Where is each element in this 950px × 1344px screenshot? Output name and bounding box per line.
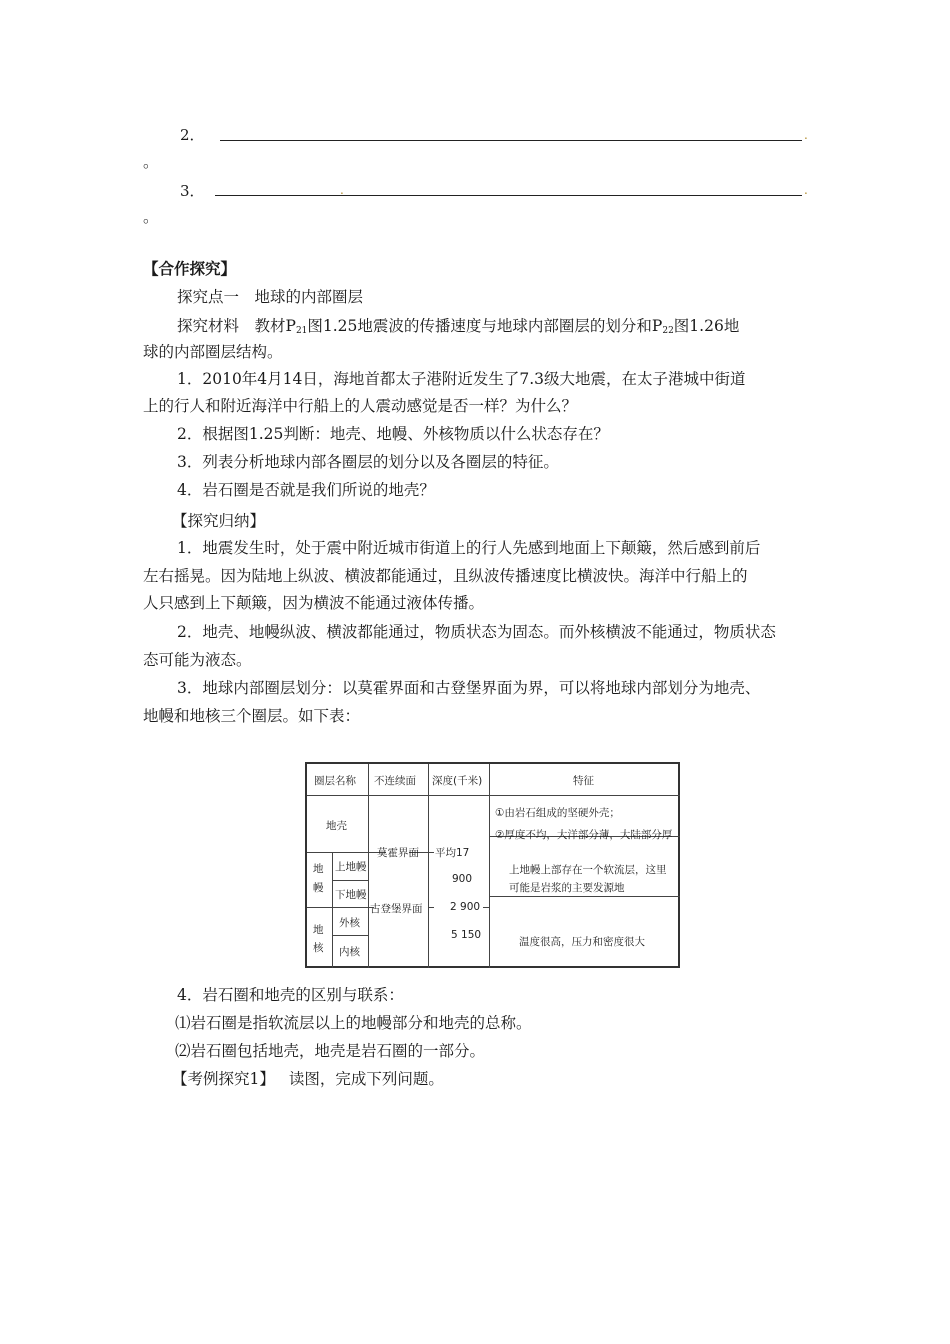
cell-inner-core: 内核	[339, 946, 360, 958]
answer-3-line-1: 3．地球内部圈层划分：以莫霍界面和古登堡界面为界，可以将地球内部划分为地壳、	[177, 679, 761, 697]
cell-depth-900: 900	[452, 873, 473, 885]
blank-2-tail: 。	[143, 153, 159, 171]
cell-core-feature: 温度很高，压力和密度很大	[519, 936, 645, 948]
cell-crust-feature-2: ②厚度不均，大洋部分薄，大陆部分厚	[495, 829, 673, 841]
question-3: 3．列表分析地球内部各圈层的划分以及各圈层的特征。	[177, 453, 559, 471]
answer-2-line-2: 态可能为液态。	[143, 651, 252, 669]
blank-2-number: 2．	[180, 126, 205, 144]
header-discontinuity: 不连续面	[374, 775, 416, 787]
header-depth: 深度(千米)	[432, 775, 483, 787]
blank-3-mark-b: .	[804, 183, 808, 197]
earth-layers-table	[305, 762, 680, 968]
example-label: 【考例探究1】	[172, 1070, 275, 1088]
cell-lower-mantle: 下地幔	[335, 889, 367, 901]
material-line-2: 球的内部圈层结构。	[143, 343, 283, 361]
question-2: 2．根据图1.25判断：地壳、地幔、外核物质以什么状态存在？	[177, 425, 609, 443]
cell-core-2: 核	[313, 942, 324, 954]
question-1-line-1: 1．2010年4月14日，海地首都太子港附近发生了7.3级大地震，在太子港城中街道	[177, 370, 746, 388]
header-feature: 特征	[573, 775, 594, 787]
answer-4-2: ⑵岩石圈包括地壳，地壳是岩石圈的一部分。	[175, 1042, 486, 1060]
cell-crust-feature-1: ①由岩石组成的坚硬外壳；	[495, 807, 620, 819]
header-layer-name: 圈层名称	[314, 775, 356, 787]
topic-title: 探究点一 地球的内部圈层	[177, 288, 364, 306]
blank-3-number: 3．	[180, 182, 205, 200]
cell-mantle-1: 地	[313, 863, 324, 875]
blank-3-tail: 。	[143, 208, 159, 226]
blank-3-mark-a: .	[340, 183, 344, 197]
example-line	[172, 1069, 444, 1089]
cell-mantle-feature-1: 上地幔上部存在一个软流层，这里	[509, 864, 667, 876]
answer-4-1: ⑴岩石圈是指软流层以上的地幔部分和地壳的总称。	[175, 1014, 532, 1032]
cell-outer-core: 外核	[339, 917, 360, 929]
blank-2-line[interactable]	[220, 140, 802, 141]
answer-4: 4．岩石圈和地壳的区别与联系：	[177, 986, 404, 1004]
question-4: 4．岩石圈是否就是我们所说的地壳？	[177, 481, 435, 499]
summary-title: 【探究归纳】	[172, 512, 266, 530]
cell-mantle-2: 幔	[313, 882, 324, 894]
cell-crust: 地壳	[326, 820, 347, 832]
example-text: 读图，完成下列问题。	[288, 1070, 444, 1088]
material-line-1: 探究材料 教材$P_{21}$图1.25地震波的传播速度与地球内部圈层的划分和$P_{22}$图1.26地	[177, 317, 740, 336]
blank-3-line[interactable]	[215, 195, 802, 196]
blank-2-mark: .	[804, 128, 808, 142]
cell-depth-2900: 2 900	[450, 901, 481, 913]
cell-upper-mantle: 上地幔	[335, 861, 367, 873]
section-title: 【合作探究】	[143, 260, 237, 278]
answer-1-line-3: 人只感到上下颠簸，因为横波不能通过液体传播。	[143, 594, 485, 612]
answer-1-line-2: 左右摇晃。因为陆地上纵波、横波都能通过，且纵波传播速度比横波快。海洋中行船上的	[143, 567, 748, 585]
cell-depth-5150: 5 150	[451, 929, 482, 941]
cell-mantle-feature-2: 可能是岩浆的主要发源地	[509, 882, 625, 894]
question-1-line-2: 上的行人和附近海洋中行船上的人震动感觉是否一样？为什么？	[143, 397, 578, 415]
answer-2-line-1: 2．地壳、地幔纵波、横波都能通过，物质状态为固态。而外核横波不能通过，物质状态	[177, 623, 776, 641]
cell-core-1: 地	[313, 924, 324, 936]
cell-moho: 莫霍界面	[377, 847, 419, 859]
cell-depth-avg: 平均17	[435, 847, 470, 859]
cell-gutenberg: 古登堡界面	[370, 903, 423, 915]
answer-3-line-2: 地幔和地核三个圈层。如下表：	[143, 707, 361, 725]
answer-1-line-1: 1．地震发生时，处于震中附近城市街道上的行人先感到地面上下颠簸，然后感到前后	[177, 539, 761, 557]
